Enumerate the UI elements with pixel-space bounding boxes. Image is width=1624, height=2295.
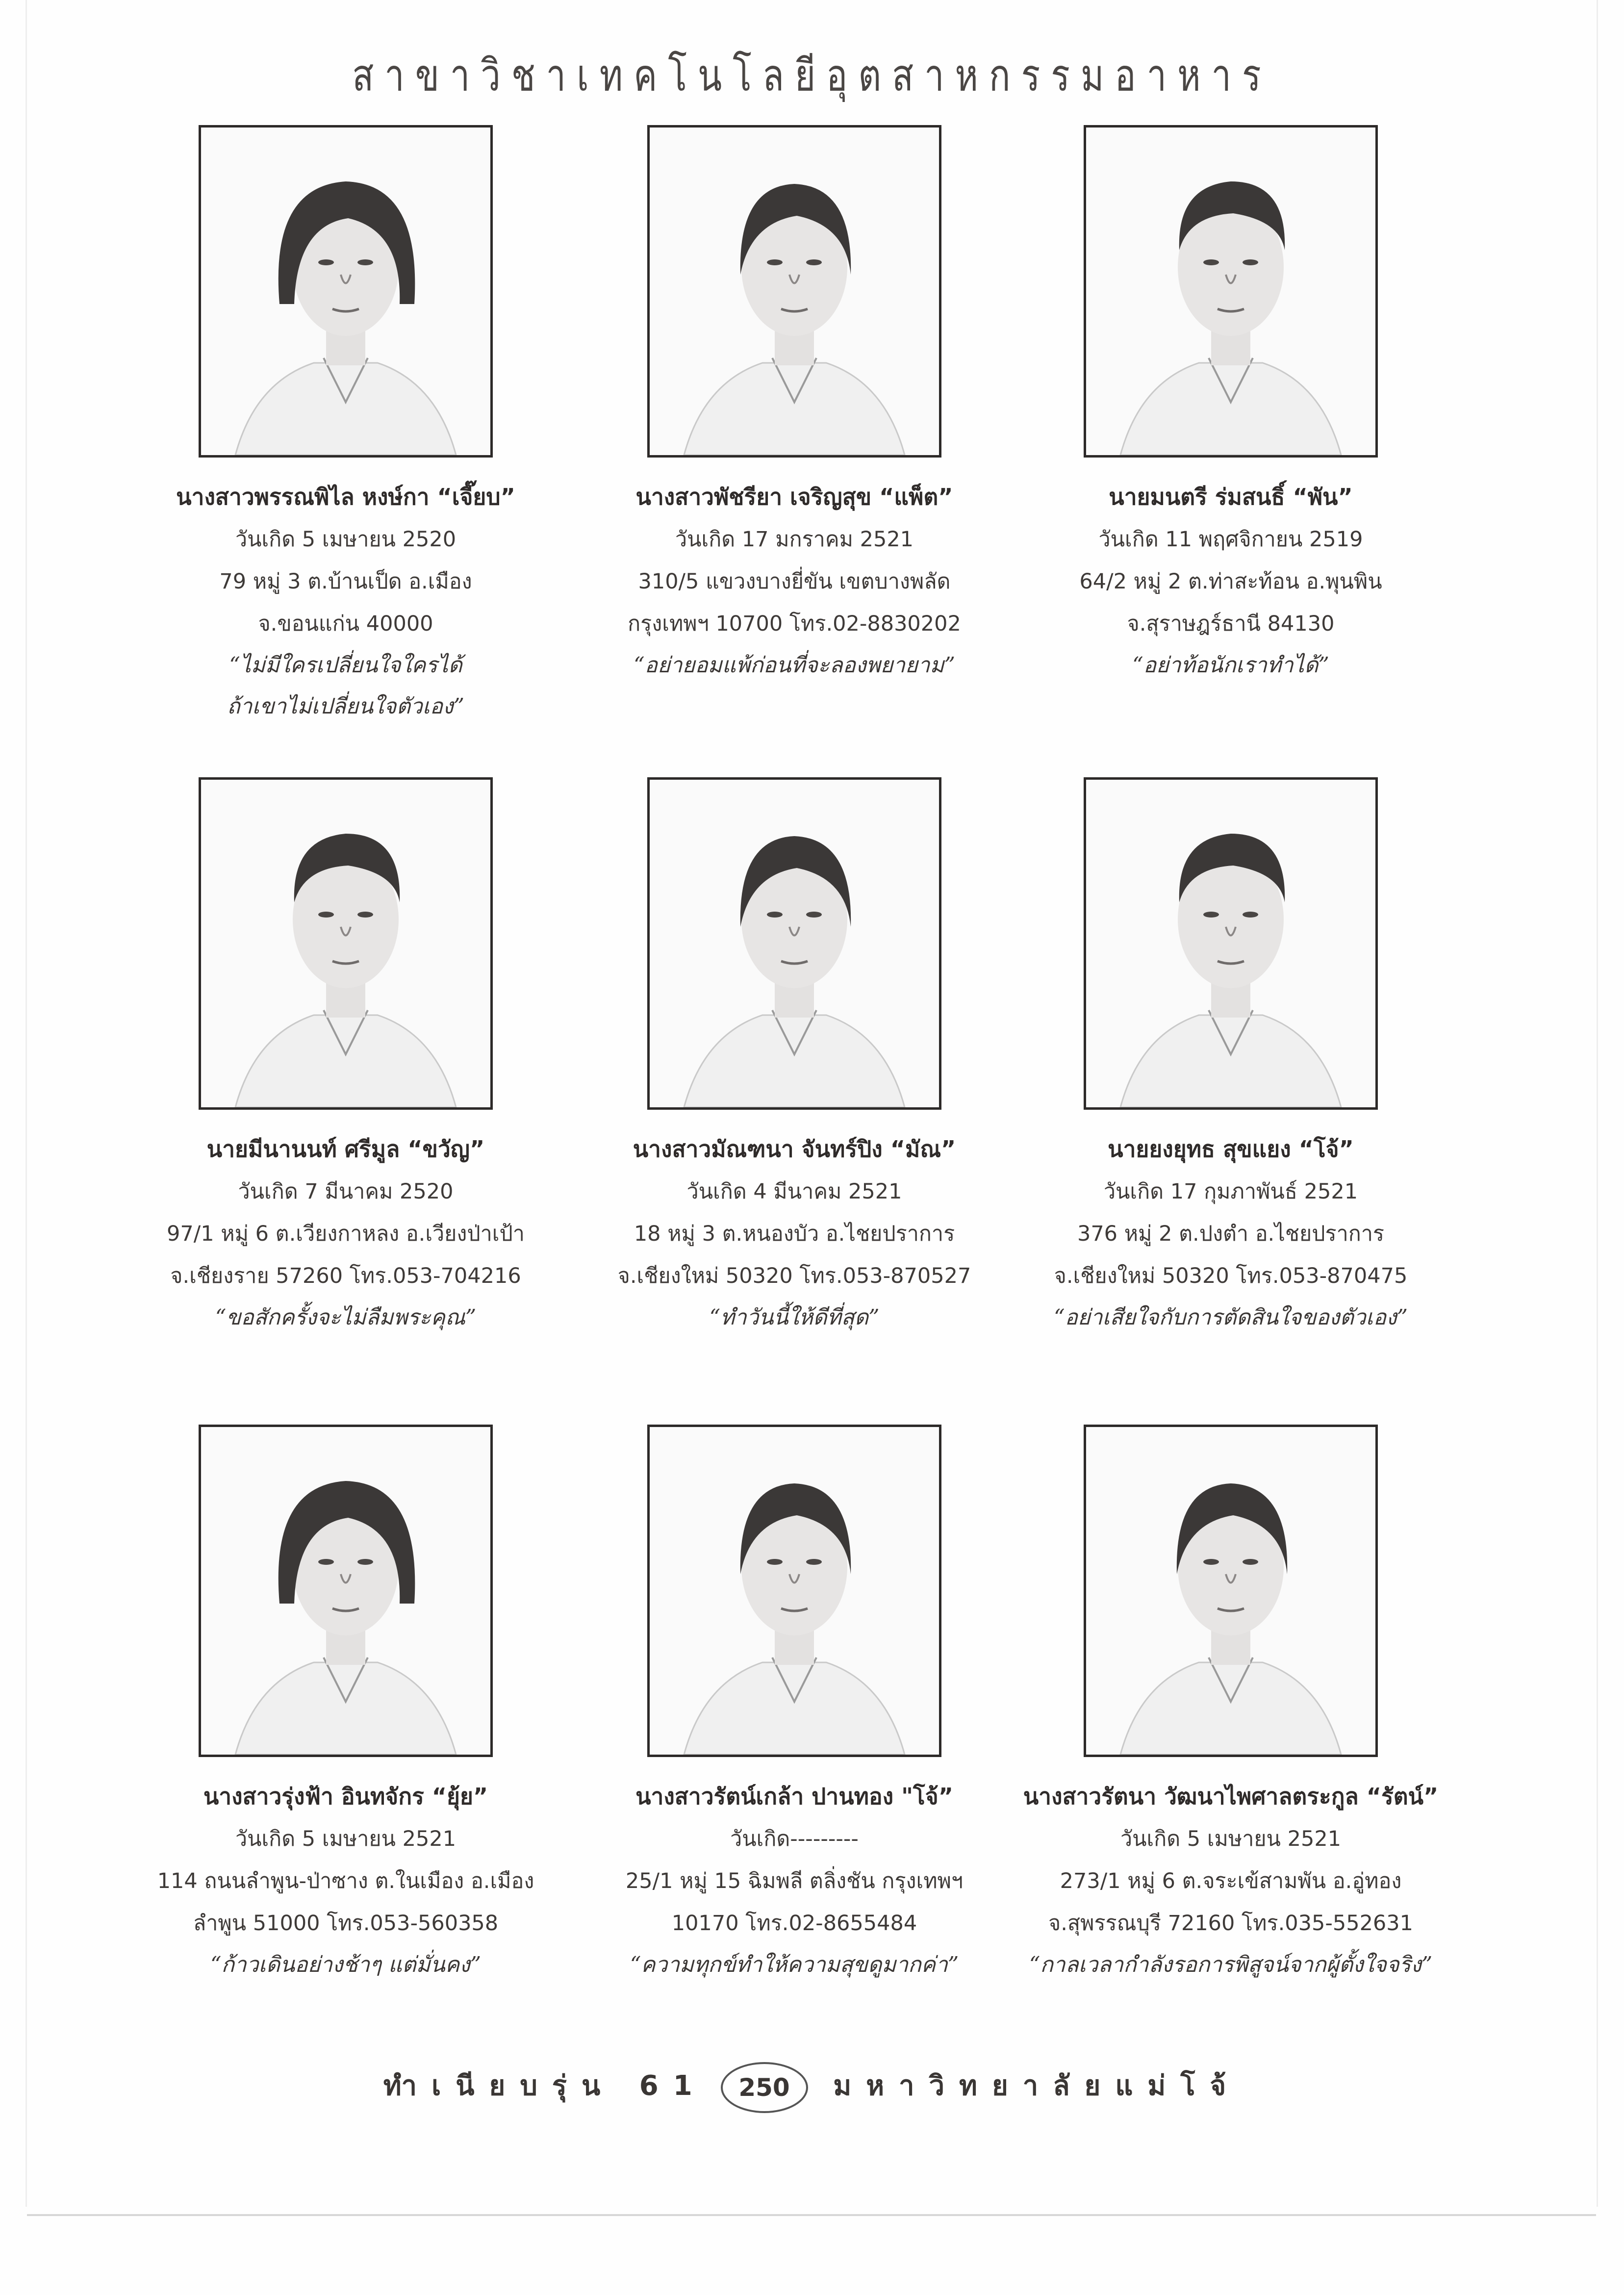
student-birthday: วันเกิด 17 มกราคม 2521 (675, 527, 914, 552)
student-address-line: 79 หมู่ 3 ต.บ้านเป็ด อ.เมือง (219, 569, 472, 594)
student-photo (647, 125, 941, 458)
page-number: 250 (721, 2062, 808, 2113)
student-card (990, 1425, 1471, 1986)
student-photo (647, 1425, 941, 1757)
student-address-line: จ.สุพรรณบุรี 72160 โทร.035-552631 (1048, 1911, 1413, 1936)
student-address-line: 97/1 หมู่ 6 ต.เวียงกาหลง อ.เวียงป่าเป้า (167, 1222, 525, 1246)
student-quote-line: “ก้าวเดินอย่างช้าๆ แต่มั่นคง” (210, 1952, 482, 1977)
student-photo (199, 125, 493, 458)
student-birthday: วันเกิด 4 มีนาคม 2521 (686, 1179, 902, 1204)
page-footer (0, 2062, 1624, 2113)
student-photo (1084, 125, 1378, 458)
student-birthday: วันเกิด 7 มีนาคม 2520 (238, 1179, 454, 1204)
student-name: นางสาวรุ่งฟ้า อินทจักร “ยุ้ย” (203, 1783, 488, 1810)
student-address-line: จ.เชียงใหม่ 50320 โทร.053-870475 (1054, 1264, 1408, 1288)
student-address-line: จ.สุราษฎร์ธานี 84130 (1127, 612, 1335, 636)
student-birthday: วันเกิด 5 เมษายน 2521 (235, 1827, 457, 1851)
student-birthday: วันเกิด--------- (730, 1827, 859, 1851)
footer-university-label: มหาวิทยาลัยแม่โจ้ (833, 2070, 1241, 2102)
student-quote-line: ถ้าเขาไม่เปลี่ยนใจตัวเอง” (227, 694, 465, 719)
student-birthday: วันเกิด 11 พฤศจิกายน 2519 (1098, 527, 1363, 552)
student-birthday: วันเกิด 5 เมษายน 2521 (1120, 1827, 1342, 1851)
student-photo (199, 1425, 493, 1757)
student-photo (1084, 1425, 1378, 1757)
student-name: นายมีนานนท์ ศรีมูล “ขวัญ” (206, 1136, 485, 1162)
student-name: นายยงยุทธ สุขแยง “โจ้” (1108, 1136, 1354, 1162)
student-card (990, 777, 1471, 1338)
page-edge-left (25, 0, 27, 2207)
student-quote-line: “กาลเวลากำลังรอการพิสูจน์จากผู้ตั้งใจจริง” (1029, 1952, 1433, 1977)
student-birthday: วันเกิด 5 เมษายน 2520 (235, 527, 457, 552)
student-address-line: จ.เชียงใหม่ 50320 โทร.053-870527 (617, 1264, 971, 1288)
student-address-line: 273/1 หมู่ 6 ต.จระเข้สามพัน อ.อู่ทอง (1060, 1869, 1402, 1893)
student-name: นางสาวพรรณพิไล หงษ์กา “เจี๊ยบ” (176, 484, 515, 510)
student-birthday: วันเกิด 17 กุมภาพันธ์ 2521 (1103, 1179, 1358, 1204)
student-name: นายมนตรี ร่มสนธิ์ “พัน” (1109, 484, 1353, 510)
student-card (554, 777, 1035, 1338)
student-quote-line: “อย่าเสียใจกับการตัดสินใจของตัวเอง” (1054, 1305, 1408, 1330)
student-address-line: กรุงเทพฯ 10700 โทร.02-8830202 (628, 612, 961, 636)
student-quote-line: “ความทุกข์ทำให้ความสุขดูมากค่า” (630, 1952, 959, 1977)
student-card (105, 777, 586, 1338)
student-address-line: ลำพูน 51000 โทร.053-560358 (193, 1911, 499, 1936)
student-quote-line: “ขอสักครั้งจะไม่ลืมพระคุณ” (215, 1305, 477, 1330)
student-name: นางสาวรัตน์เกล้า ปานทอง "โจ้” (635, 1783, 953, 1810)
student-quote-line: “อย่ายอมแพ้ก่อนที่จะลองพยายาม” (634, 653, 955, 678)
student-address-line: จ.ขอนแก่น 40000 (258, 612, 433, 636)
student-card (105, 1425, 586, 1986)
student-quote-line: “ทำวันนี้ให้ดีที่สุด” (709, 1305, 880, 1330)
student-photo (1084, 777, 1378, 1110)
student-quote-line: “ไม่มีใครเปลี่ยนใจใครได้ (229, 653, 462, 678)
student-card (990, 125, 1471, 686)
student-card (105, 125, 586, 727)
student-address-line: 18 หมู่ 3 ต.หนองบัว อ.ไชยปราการ (634, 1222, 955, 1246)
footer-yearbook-label: ทำเนียบรุ่น 61 (383, 2070, 707, 2102)
student-address-line: จ.เชียงราย 57260 โทร.053-704216 (170, 1264, 521, 1288)
student-card (554, 1425, 1035, 1986)
student-quote-line: “อย่าท้อนักเราทำได้” (1132, 653, 1329, 678)
student-address-line: 10170 โทร.02-8655484 (671, 1911, 917, 1936)
student-address-line: 25/1 หมู่ 15 ฉิมพลี ตลิ่งชัน กรุงเทพฯ (625, 1869, 964, 1893)
student-name: นางสาวพัชรียา เจริญสุข “แพ็ต” (635, 484, 953, 510)
bottom-rule (27, 2214, 1596, 2216)
page-title: สาขาวิชาเทคโนโลยีอุตสาหกรรมอาหาร (352, 49, 1272, 101)
student-address-line: 376 หมู่ 2 ต.ปงตำ อ.ไชยปราการ (1077, 1222, 1385, 1246)
student-address-line: 310/5 แขวงบางยี่ขัน เขตบางพลัด (638, 569, 951, 594)
student-photo (199, 777, 493, 1110)
student-card (554, 125, 1035, 686)
student-address-line: 114 ถนนลำพูน-ป่าซาง ต.ในเมือง อ.เมือง (157, 1869, 534, 1893)
student-photo (647, 777, 941, 1110)
student-address-line: 64/2 หมู่ 2 ต.ท่าสะท้อน อ.พุนพิน (1079, 569, 1382, 594)
page-edge-right (1597, 0, 1598, 2207)
student-name: นางสาวมัณฑนา จันทร์ปิง “มัณ” (633, 1136, 956, 1162)
student-name: นางสาวรัตนา วัฒนาไพศาลตระกูล “รัตน์” (1023, 1783, 1439, 1810)
